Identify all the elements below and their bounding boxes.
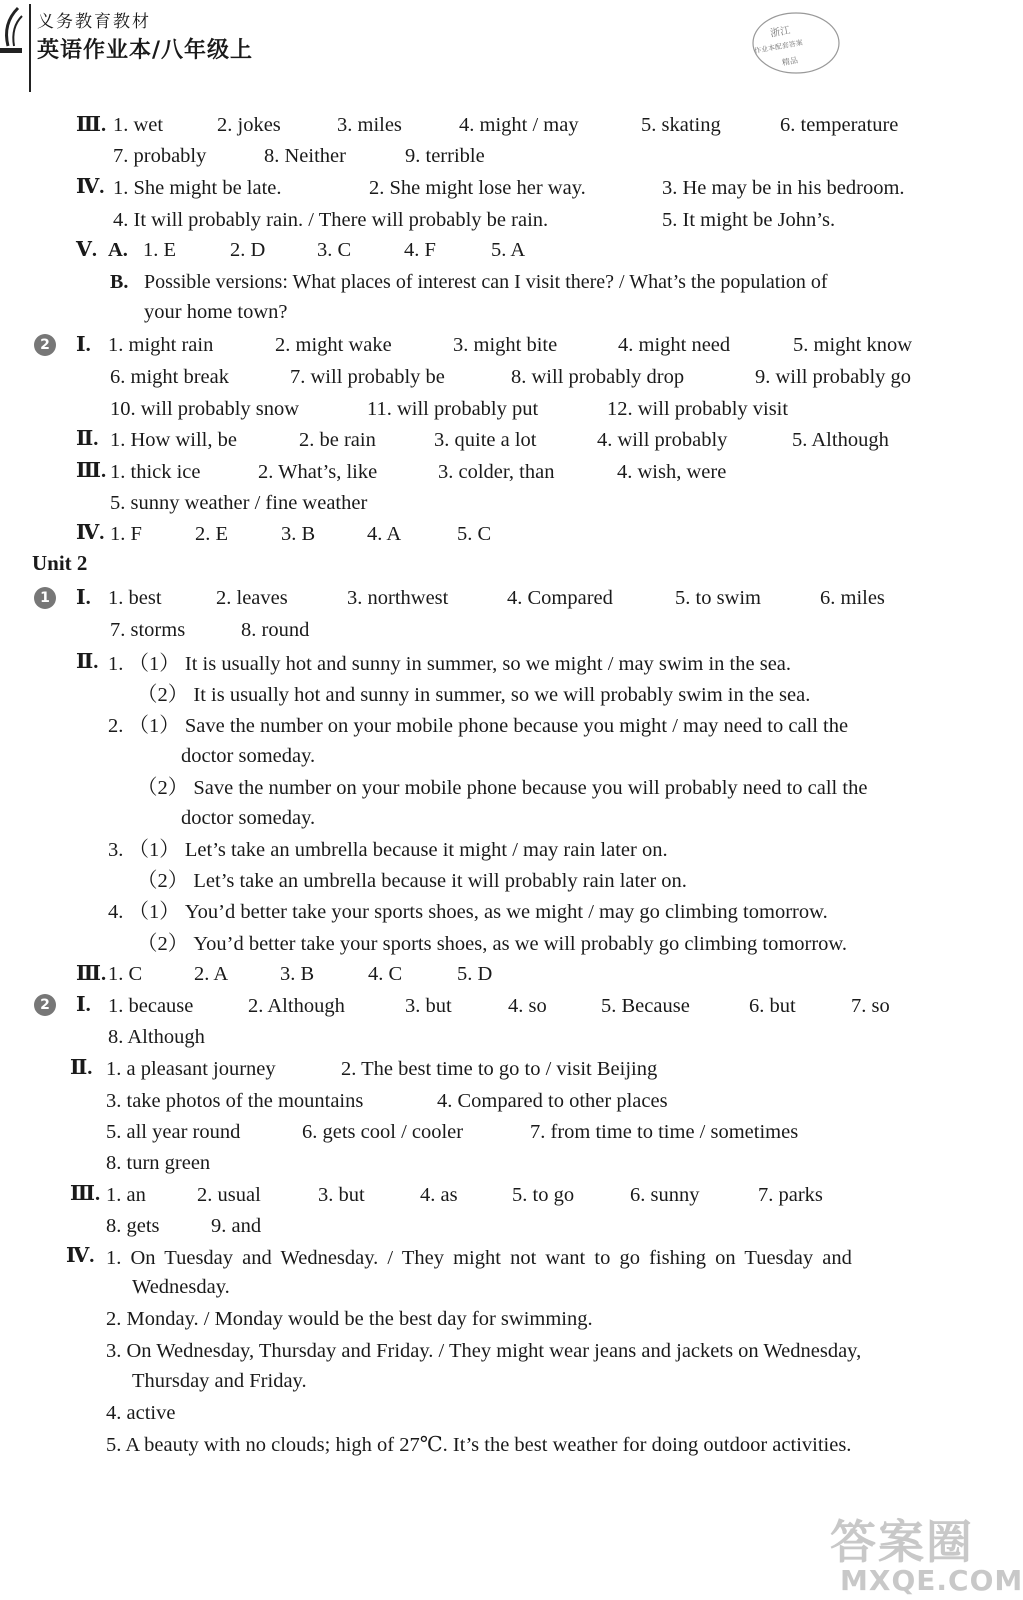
- answer-line: （2） Save the number on your mobile phone because you will probably need to call the: [137, 777, 868, 799]
- answer-item: 3. B: [281, 523, 316, 545]
- answer-row: [106, 1120, 798, 1144]
- answer-item: 4. A: [367, 523, 402, 545]
- answer-item: 1. How will, be: [110, 429, 237, 451]
- answer-item: 8. will probably drop: [511, 366, 685, 388]
- unit-title: Unit 2: [32, 551, 88, 575]
- answer-item: 1. E: [143, 239, 177, 261]
- answer-item: 5. sunny weather / fine weather: [110, 492, 368, 514]
- answer-item: 4. F: [404, 239, 436, 261]
- answer-item: 3. miles: [337, 114, 402, 136]
- roman-numeral: Ⅰ.: [76, 587, 91, 609]
- part-label: A.: [108, 239, 128, 261]
- answer-item: 2. might wake: [275, 334, 392, 356]
- answer-line: 3. On Wednesday, Thursday and Friday. / They might wear jeans and jackets on Wednesday,: [106, 1340, 862, 1362]
- answer-item: 5. to go: [512, 1184, 575, 1206]
- roman-numeral: Ⅴ.: [76, 239, 98, 261]
- answer-row: [110, 365, 911, 389]
- answer-item: 3. take photos of the mountains: [106, 1090, 364, 1112]
- answer-item: 9. terrible: [405, 145, 485, 167]
- answer-item: 3. might bite: [453, 334, 558, 356]
- answer-item: 3. He may be in his bedroom.: [662, 177, 905, 199]
- site-watermark: [830, 1506, 1023, 1600]
- answer-line: 3. （1） Let’s take an umbrella because it might / may rain later on.: [108, 839, 668, 861]
- answer-item: 5. to swim: [675, 587, 761, 609]
- answer-row: [110, 460, 726, 484]
- answer-line: Thursday and Friday.: [132, 1370, 307, 1392]
- answer-item: 2. E: [195, 523, 229, 545]
- roman-numeral: Ⅰ.: [76, 994, 91, 1016]
- answer-item: 2. be rain: [299, 429, 376, 451]
- answer-item: 2. What’s, like: [258, 461, 378, 483]
- answer-item: 3. but: [405, 995, 452, 1017]
- roman-numeral: Ⅳ.: [66, 1245, 95, 1267]
- answer-item: 6. gets cool / cooler: [302, 1121, 464, 1143]
- answer-item: 12. will probably visit: [607, 398, 789, 420]
- answer-row: [108, 238, 525, 262]
- roman-numeral: Ⅲ.: [76, 114, 107, 136]
- roman-numeral: Ⅳ.: [76, 176, 105, 198]
- series-title: 义务教育教材: [37, 12, 151, 32]
- answer-item: 5. C: [457, 523, 492, 545]
- answer-item: 7. probably: [113, 145, 207, 167]
- answer-item: 11. will probably put: [367, 398, 539, 420]
- answer-item: 2. She might lose her way.: [369, 177, 586, 199]
- answer-line: 4. （1） You’d better take your sports shoes, as we might / may go climbing tomorrow.: [108, 901, 828, 923]
- answer-item: 5. A: [491, 239, 526, 261]
- answer-item: 3. C: [317, 239, 352, 261]
- answer-item: 9. will probably go: [755, 366, 912, 388]
- answer-item: 8. round: [241, 619, 310, 641]
- answer-item: 1. F: [110, 523, 142, 545]
- answer-item: 7. will probably be: [290, 366, 445, 388]
- section-badge: 1: [34, 587, 56, 609]
- stamp-text-1: 浙江: [769, 25, 792, 40]
- answer-item: 6. temperature: [780, 114, 899, 136]
- roman-numeral: Ⅱ.: [70, 1057, 93, 1079]
- roman-numeral: Ⅲ.: [76, 460, 107, 482]
- answer-row: [110, 618, 309, 642]
- answer-item: 2. leaves: [216, 587, 288, 609]
- answer-row: [106, 1183, 823, 1207]
- answer-item: 5. all year round: [106, 1121, 241, 1143]
- answer-item: 6. sunny: [630, 1184, 700, 1206]
- answer-item: 5. Although: [792, 429, 889, 451]
- watermark-logo-text: 答案圈: [830, 1515, 974, 1569]
- answer-row: [113, 176, 905, 200]
- answer-item: 6. miles: [820, 587, 885, 609]
- answer-row: [110, 270, 828, 294]
- answer-text: your home town?: [144, 301, 288, 323]
- watermark-url: MXQE.COM: [840, 1564, 1023, 1597]
- stamp-text-2: 作业本配套答案: [753, 38, 804, 56]
- answer-item: 1. a pleasant journey: [106, 1058, 276, 1080]
- answer-line: （2） Let’s take an umbrella because it will probably rain later on.: [137, 870, 687, 892]
- answer-item: 4. C: [368, 963, 403, 985]
- answer-line: 4. active: [106, 1402, 176, 1424]
- answer-item: 6. might break: [110, 366, 229, 388]
- answer-line: （2） You’d better take your sports shoes, as we will probably go climbing tomorrow.: [137, 933, 848, 955]
- answer-row: [108, 586, 885, 610]
- answer-item: 8. turn green: [106, 1152, 211, 1174]
- answer-row: [113, 208, 835, 232]
- answer-line: doctor someday.: [181, 745, 316, 767]
- answer-item: 3. B: [280, 963, 315, 985]
- answer-item: 7. parks: [758, 1184, 823, 1206]
- answer-row: [110, 397, 788, 421]
- answer-item: 2. D: [230, 239, 266, 261]
- answer-item: 1. an: [106, 1184, 146, 1206]
- answer-row: [108, 962, 492, 986]
- answer-item: 4. as: [420, 1184, 458, 1206]
- roman-numeral: Ⅲ.: [76, 963, 107, 985]
- answer-line: 2. Monday. / Monday would be the best day for swimming.: [106, 1308, 593, 1330]
- roman-numeral: Ⅱ.: [76, 428, 99, 450]
- answer-item: 5. D: [457, 963, 493, 985]
- answer-row: [106, 1214, 261, 1238]
- part-label: B.: [110, 271, 129, 293]
- answer-item: 2. The best time to go to / visit Beijing: [341, 1058, 658, 1080]
- answer-item: 5. might know: [793, 334, 913, 356]
- section-badge: 2: [34, 334, 56, 356]
- answer-line: 1. （1） It is usually hot and sunny in summer, so we might / may swim in the sea.: [108, 653, 792, 675]
- answer-row: [113, 144, 485, 168]
- answer-item: 2. jokes: [217, 114, 281, 136]
- roman-numeral: Ⅳ.: [76, 522, 105, 544]
- answer-item: 3. colder, than: [438, 461, 555, 483]
- answer-item: 1. She might be late.: [113, 177, 282, 199]
- stamp-text-3: 精品: [781, 55, 799, 68]
- roman-numeral: Ⅱ.: [76, 651, 99, 673]
- answer-item: 1. C: [108, 963, 143, 985]
- answer-row: [108, 333, 912, 357]
- answer-item: 5. skating: [641, 114, 721, 136]
- answer-text: Possible versions: What places of interest can I visit there? / What’s the population of: [144, 271, 828, 293]
- answer-item: 1. wet: [113, 114, 164, 136]
- book-title: 英语作业本/八年级上: [37, 38, 254, 63]
- answer-row: [113, 113, 898, 137]
- answer-line: 2. （1） Save the number on your mobile phone because you might / may need to call the: [108, 715, 849, 737]
- roman-numeral: Ⅲ.: [70, 1183, 101, 1205]
- answer-item: 2. A: [194, 963, 229, 985]
- answer-row: [108, 994, 890, 1018]
- answer-item: 2. Although: [248, 995, 345, 1017]
- answer-item: 8. Although: [108, 1026, 205, 1048]
- answer-item: 7. storms: [110, 619, 186, 641]
- answer-item: 5. Because: [601, 995, 690, 1017]
- answer-item: 1. best: [108, 587, 162, 609]
- answer-line: （2） It is usually hot and sunny in summer, so we will probably swim in the sea.: [137, 684, 811, 706]
- answer-item: 4. It will probably rain. / There will probably be rain.: [113, 209, 549, 231]
- answer-item: 6. but: [749, 995, 796, 1017]
- answer-item: 8. gets: [106, 1215, 160, 1237]
- answer-line: doctor someday.: [181, 807, 316, 829]
- answer-item: 2. usual: [197, 1184, 261, 1206]
- answer-line: 1. On Tuesday and Wednesday. / They might not want to go fishing on Tuesday and: [106, 1247, 852, 1269]
- answer-item: 1. because: [108, 995, 194, 1017]
- answer-item: 1. thick ice: [110, 461, 201, 483]
- section-badge: 2: [34, 994, 56, 1016]
- answer-item: 4. will probably: [597, 429, 728, 451]
- answer-line: 5. A beauty with no clouds; high of 27℃. It’s the best weather for doing outdoor activities.: [106, 1434, 852, 1456]
- answer-item: 8. Neither: [264, 145, 346, 167]
- answer-item: 5. It might be John’s.: [662, 209, 836, 231]
- answer-row: [106, 1057, 657, 1081]
- answer-item: 4. might need: [618, 334, 731, 356]
- answer-item: 3. northwest: [347, 587, 449, 609]
- answer-item: 9. and: [211, 1215, 262, 1237]
- answer-item: 7. from time to time / sometimes: [530, 1121, 799, 1143]
- answer-item: 1. might rain: [108, 334, 214, 356]
- answer-item: 4. so: [508, 995, 547, 1017]
- answer-item: 7. so: [851, 995, 890, 1017]
- answer-row: [110, 522, 491, 546]
- answer-item: 10. will probably snow: [110, 398, 300, 420]
- answer-item: 3. but: [318, 1184, 365, 1206]
- answer-item: 4. Compared to other places: [437, 1090, 668, 1112]
- answer-item: 4. might / may: [459, 114, 579, 136]
- answer-item: 4. Compared: [507, 587, 613, 609]
- answer-row: [106, 1089, 668, 1113]
- roman-numeral: Ⅰ.: [76, 334, 91, 356]
- answer-item: 3. quite a lot: [434, 429, 537, 451]
- answer-line: Wednesday.: [132, 1276, 230, 1298]
- answer-row: [110, 428, 889, 452]
- answer-item: 4. wish, were: [617, 461, 727, 483]
